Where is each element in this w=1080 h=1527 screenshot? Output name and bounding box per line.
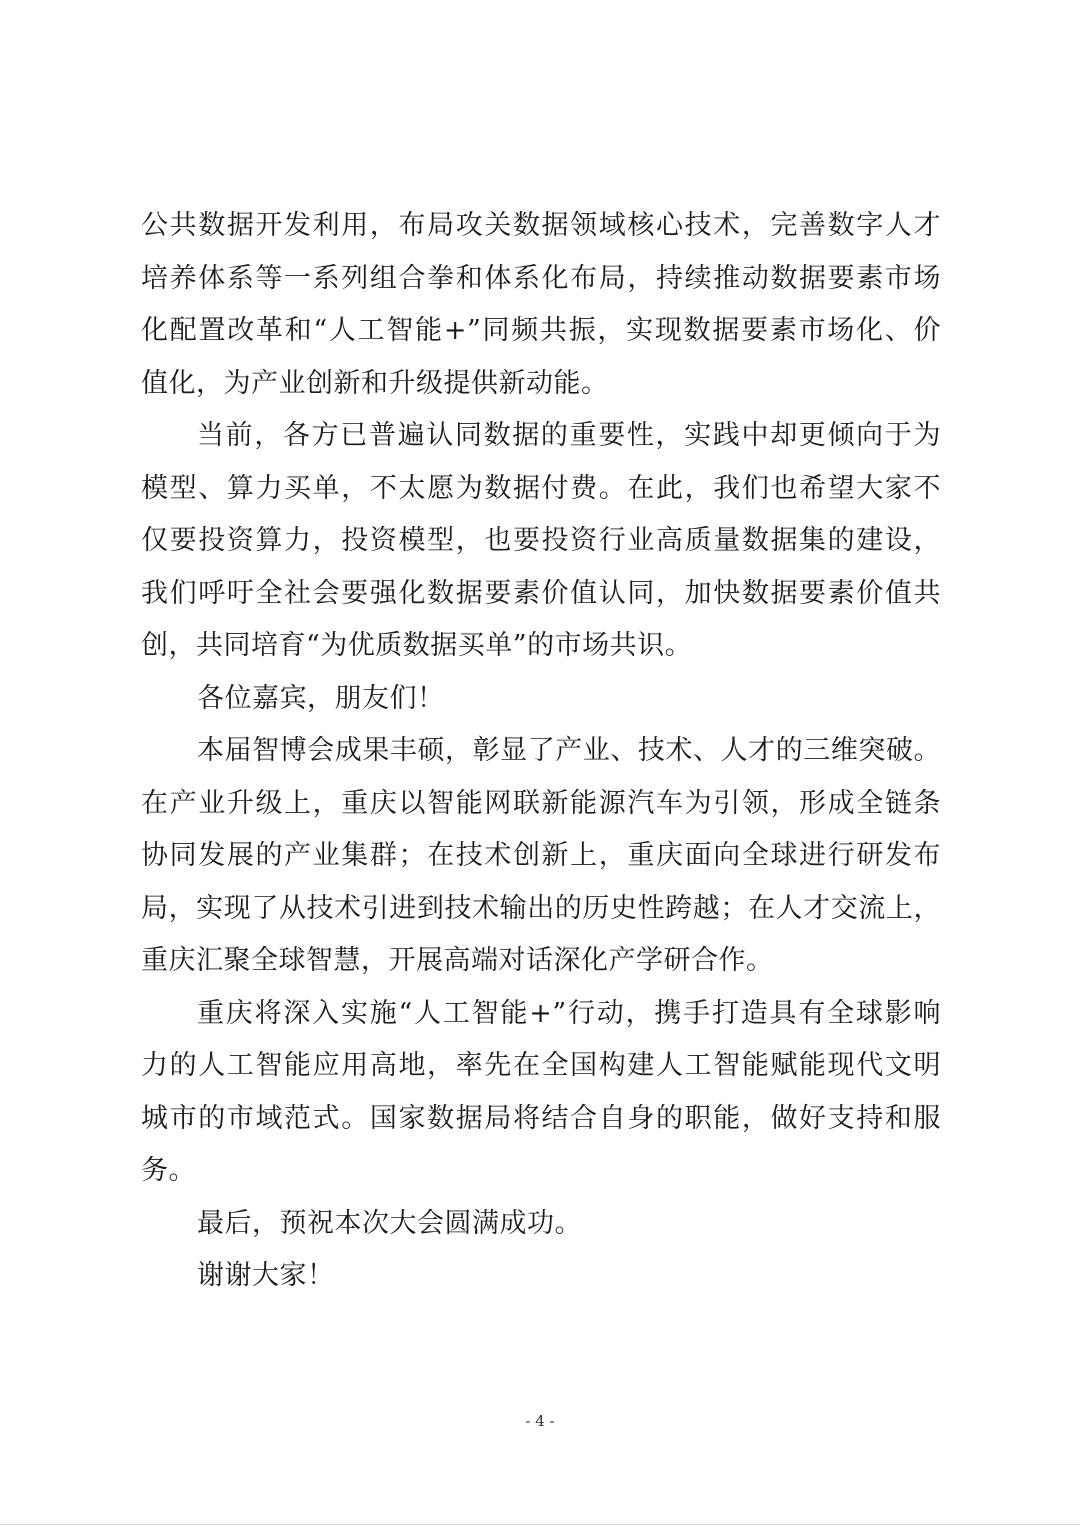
text-line: 协同发展的产业集群；在技术创新上，重庆面向全球进行研发布 [141,840,941,871]
text-line: 重庆汇聚全球智慧，开展高端对话深化产学研合作。 [141,945,774,976]
paragraph-6 [141,1198,941,1251]
text-line: 各位嘉宾，朋友们！ [197,682,445,714]
text-line: 公共数据开发利用，布局攻关数据领域核心技术，完善数字人才 [141,210,941,241]
text-line: 当前，各方已普遍认同数据的重要性，实践中却更倾向于为 [197,420,941,451]
text-line: 务。 [141,1155,196,1186]
text-line: 在产业升级上，重庆以智能网联新能源汽车为引领，形成全链条 [141,787,941,819]
page-bottom-divider [0,1524,1080,1525]
body-text [141,200,941,1303]
paragraph-5 [141,988,941,1198]
text-line: 创，共同培育“为优质数据买单”的市场共识。 [141,630,693,661]
text-line: 模型、算力买单，不太愿为数据付费。在此，我们也希望大家不 [141,472,941,504]
text-line: 力的人工智能应用高地，率先在全国构建人工智能赋能现代文明 [141,1050,941,1081]
page-number: - 4 - [525,1412,555,1430]
paragraph-7 [141,1250,941,1303]
paragraph-4 [141,725,941,988]
text-line: 化配置改革和“人工智能+”同频共振，实现数据要素市场化、价 [141,315,941,346]
text-line: 仅要投资算力，投资模型，也要投资行业高质量数据集的建设， [141,525,941,556]
text-line: 重庆将深入实施“人工智能+”行动，携手打造具有全球影响 [197,997,941,1029]
text-line: 值化，为产业创新和升级提供新动能。 [141,367,609,399]
text-line: 我们呼吁全社会要强化数据要素价值认同，加快数据要素价值共 [141,577,941,609]
text-line: 局，实现了从技术引进到技术输出的历史性跨越；在人才交流上， [141,892,941,924]
text-line: 最后，预祝本次大会圆满成功。 [197,1207,582,1239]
paragraph-1 [141,200,941,410]
text-line: 本届智博会成果丰硕，彰显了产业、技术、人才的三维突破。 [197,735,941,766]
paragraph-2 [141,410,941,673]
text-line: 谢谢大家！ [197,1260,335,1291]
text-line: 培养体系等一系列组合拳和体系化布局，持续推动数据要素市场 [141,262,941,294]
text-line: 城市的市域范式。国家数据局将结合自身的职能，做好支持和服 [141,1102,941,1134]
paragraph-3 [141,673,941,726]
